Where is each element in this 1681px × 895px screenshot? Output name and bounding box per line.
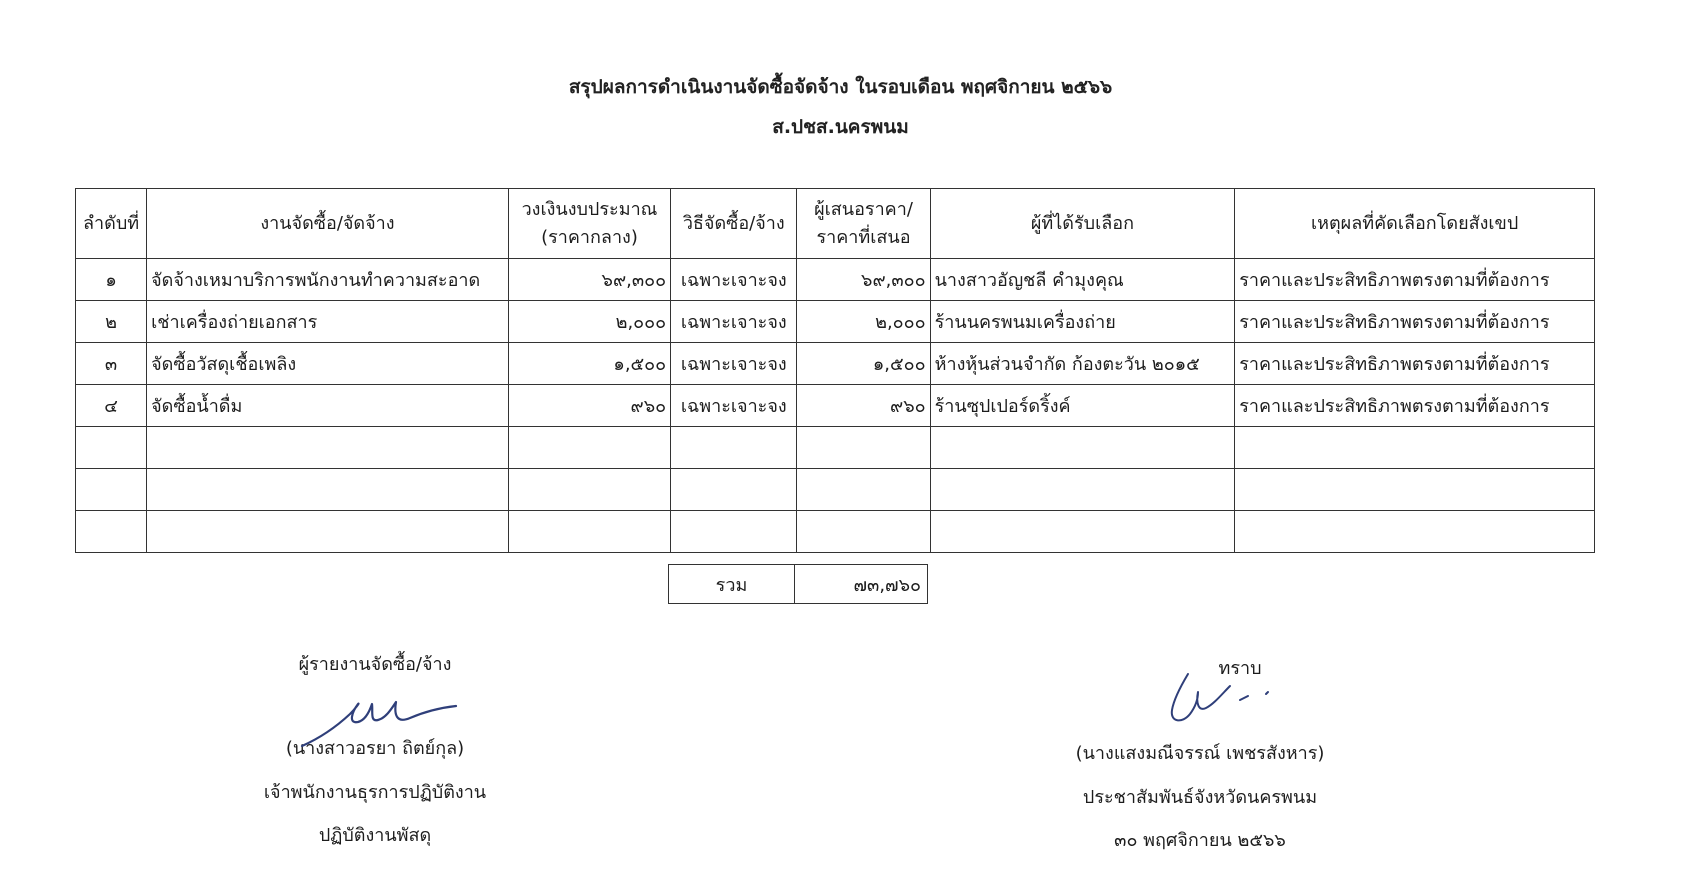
approver-position: ประชาสัมพันธ์จังหวัดนครพนม <box>1082 787 1318 808</box>
table-header-row <box>76 189 1595 259</box>
header-budget <box>508 189 670 259</box>
empty-cell <box>76 427 147 469</box>
cell-budget: ๒,๐๐๐ <box>508 301 670 343</box>
empty-cell <box>1235 427 1595 469</box>
empty-cell <box>930 427 1235 469</box>
approver-date: ๓๐ พฤศจิกายน ๒๕๖๖ <box>1114 830 1286 851</box>
header-budget-line2: (ราคากลาง) <box>541 226 638 248</box>
reporter-role-label: ผู้รายงานจัดซื้อ/จ้าง <box>298 654 452 675</box>
table-row <box>76 259 1595 301</box>
cell-winner: ร้านนครพนมเครื่องถ่าย <box>930 301 1235 343</box>
reporter-position-2: ปฏิบัติงานพัสดุ <box>318 825 432 846</box>
empty-cell <box>508 469 670 511</box>
empty-cell <box>797 469 930 511</box>
empty-cell <box>147 511 509 553</box>
cell-bid: ๙๖๐ <box>797 385 930 427</box>
reporter-name: (นางสาวอรยา ถิตย์กุล) <box>285 738 465 759</box>
cell-bid: ๖๙,๓๐๐ <box>797 259 930 301</box>
table-row-empty <box>76 511 1595 553</box>
header-method: วิธีจัดซื้อ/จ้าง <box>671 189 797 259</box>
cell-bid: ๒,๐๐๐ <box>797 301 930 343</box>
cell-item: จัดซื้อวัสดุเชื้อเพลิง <box>147 343 509 385</box>
cell-no: ๒ <box>76 301 147 343</box>
cell-no: ๓ <box>76 343 147 385</box>
header-budget-line1: วงเงินงบประมาณ <box>521 198 658 220</box>
cell-winner: ร้านซุปเปอร์ดริ้งค์ <box>930 385 1235 427</box>
header-bid-line1: ผู้เสนอราคา/ <box>814 198 913 220</box>
approver-name: (นางแสงมณีจรรณ์ เพชรสังหาร) <box>1075 743 1325 764</box>
cell-method: เฉพาะเจาะจง <box>671 343 797 385</box>
cell-item: จัดซื้อน้ำดื่ม <box>147 385 509 427</box>
header-reason: เหตุผลที่คัดเลือกโดยสังเขป <box>1235 189 1595 259</box>
empty-cell <box>147 427 509 469</box>
header-item: งานจัดซื้อ/จัดจ้าง <box>147 189 509 259</box>
procurement-table <box>75 188 1595 553</box>
empty-cell <box>508 511 670 553</box>
cell-no: ๑ <box>76 259 147 301</box>
header-bid-line2: ราคาที่เสนอ <box>816 226 911 248</box>
reporter-position-1: เจ้าพนักงานธุรการปฏิบัติงาน <box>263 782 487 803</box>
empty-cell <box>930 511 1235 553</box>
cell-budget: ๙๖๐ <box>508 385 670 427</box>
table-row <box>76 343 1595 385</box>
document-subtitle: ส.ปชส.นครพนม <box>772 116 909 138</box>
cell-budget: ๖๙,๓๐๐ <box>508 259 670 301</box>
empty-cell <box>147 469 509 511</box>
header-bid <box>797 189 930 259</box>
cell-method: เฉพาะเจาะจง <box>671 259 797 301</box>
empty-cell <box>671 511 797 553</box>
document-title: สรุปผลการดำเนินงานจัดซื้อจัดจ้าง ในรอบเดือน พฤศจิกายน ๒๕๖๖ <box>568 76 1113 98</box>
reporter-signature-graphic <box>300 692 460 752</box>
empty-cell <box>1235 511 1595 553</box>
cell-reason: ราคาและประสิทธิภาพตรงตามที่ต้องการ <box>1235 259 1595 301</box>
total-value: ๗๓,๗๖๐ <box>795 565 928 604</box>
cell-method: เฉพาะเจาะจง <box>671 385 797 427</box>
empty-cell <box>671 427 797 469</box>
approver-signature-graphic <box>1168 670 1278 732</box>
cell-winner: นางสาวอัญชลี คำมุงคุณ <box>930 259 1235 301</box>
table-row-empty <box>76 427 1595 469</box>
total-label: รวม <box>669 565 795 604</box>
approver-role-label: ทราบ <box>1218 658 1262 679</box>
empty-cell <box>76 469 147 511</box>
table-row <box>76 385 1595 427</box>
cell-reason: ราคาและประสิทธิภาพตรงตามที่ต้องการ <box>1235 343 1595 385</box>
header-no: ลำดับที่ <box>76 189 147 259</box>
table-row-empty <box>76 469 1595 511</box>
cell-budget: ๑,๕๐๐ <box>508 343 670 385</box>
empty-cell <box>930 469 1235 511</box>
empty-cell <box>76 511 147 553</box>
empty-cell <box>797 511 930 553</box>
table-row <box>76 301 1595 343</box>
cell-bid: ๑,๕๐๐ <box>797 343 930 385</box>
empty-cell <box>1235 469 1595 511</box>
cell-winner: ห้างหุ้นส่วนจำกัด ก้องตะวัน ๒๐๑๕ <box>930 343 1235 385</box>
header-winner: ผู้ที่ได้รับเลือก <box>930 189 1235 259</box>
empty-cell <box>671 469 797 511</box>
cell-no: ๔ <box>76 385 147 427</box>
cell-item: เช่าเครื่องถ่ายเอกสาร <box>147 301 509 343</box>
total-table <box>668 564 928 604</box>
cell-reason: ราคาและประสิทธิภาพตรงตามที่ต้องการ <box>1235 385 1595 427</box>
empty-cell <box>797 427 930 469</box>
cell-method: เฉพาะเจาะจง <box>671 301 797 343</box>
cell-reason: ราคาและประสิทธิภาพตรงตามที่ต้องการ <box>1235 301 1595 343</box>
total-row <box>669 565 928 604</box>
empty-cell <box>508 427 670 469</box>
cell-item: จัดจ้างเหมาบริการพนักงานทำความสะอาด <box>147 259 509 301</box>
